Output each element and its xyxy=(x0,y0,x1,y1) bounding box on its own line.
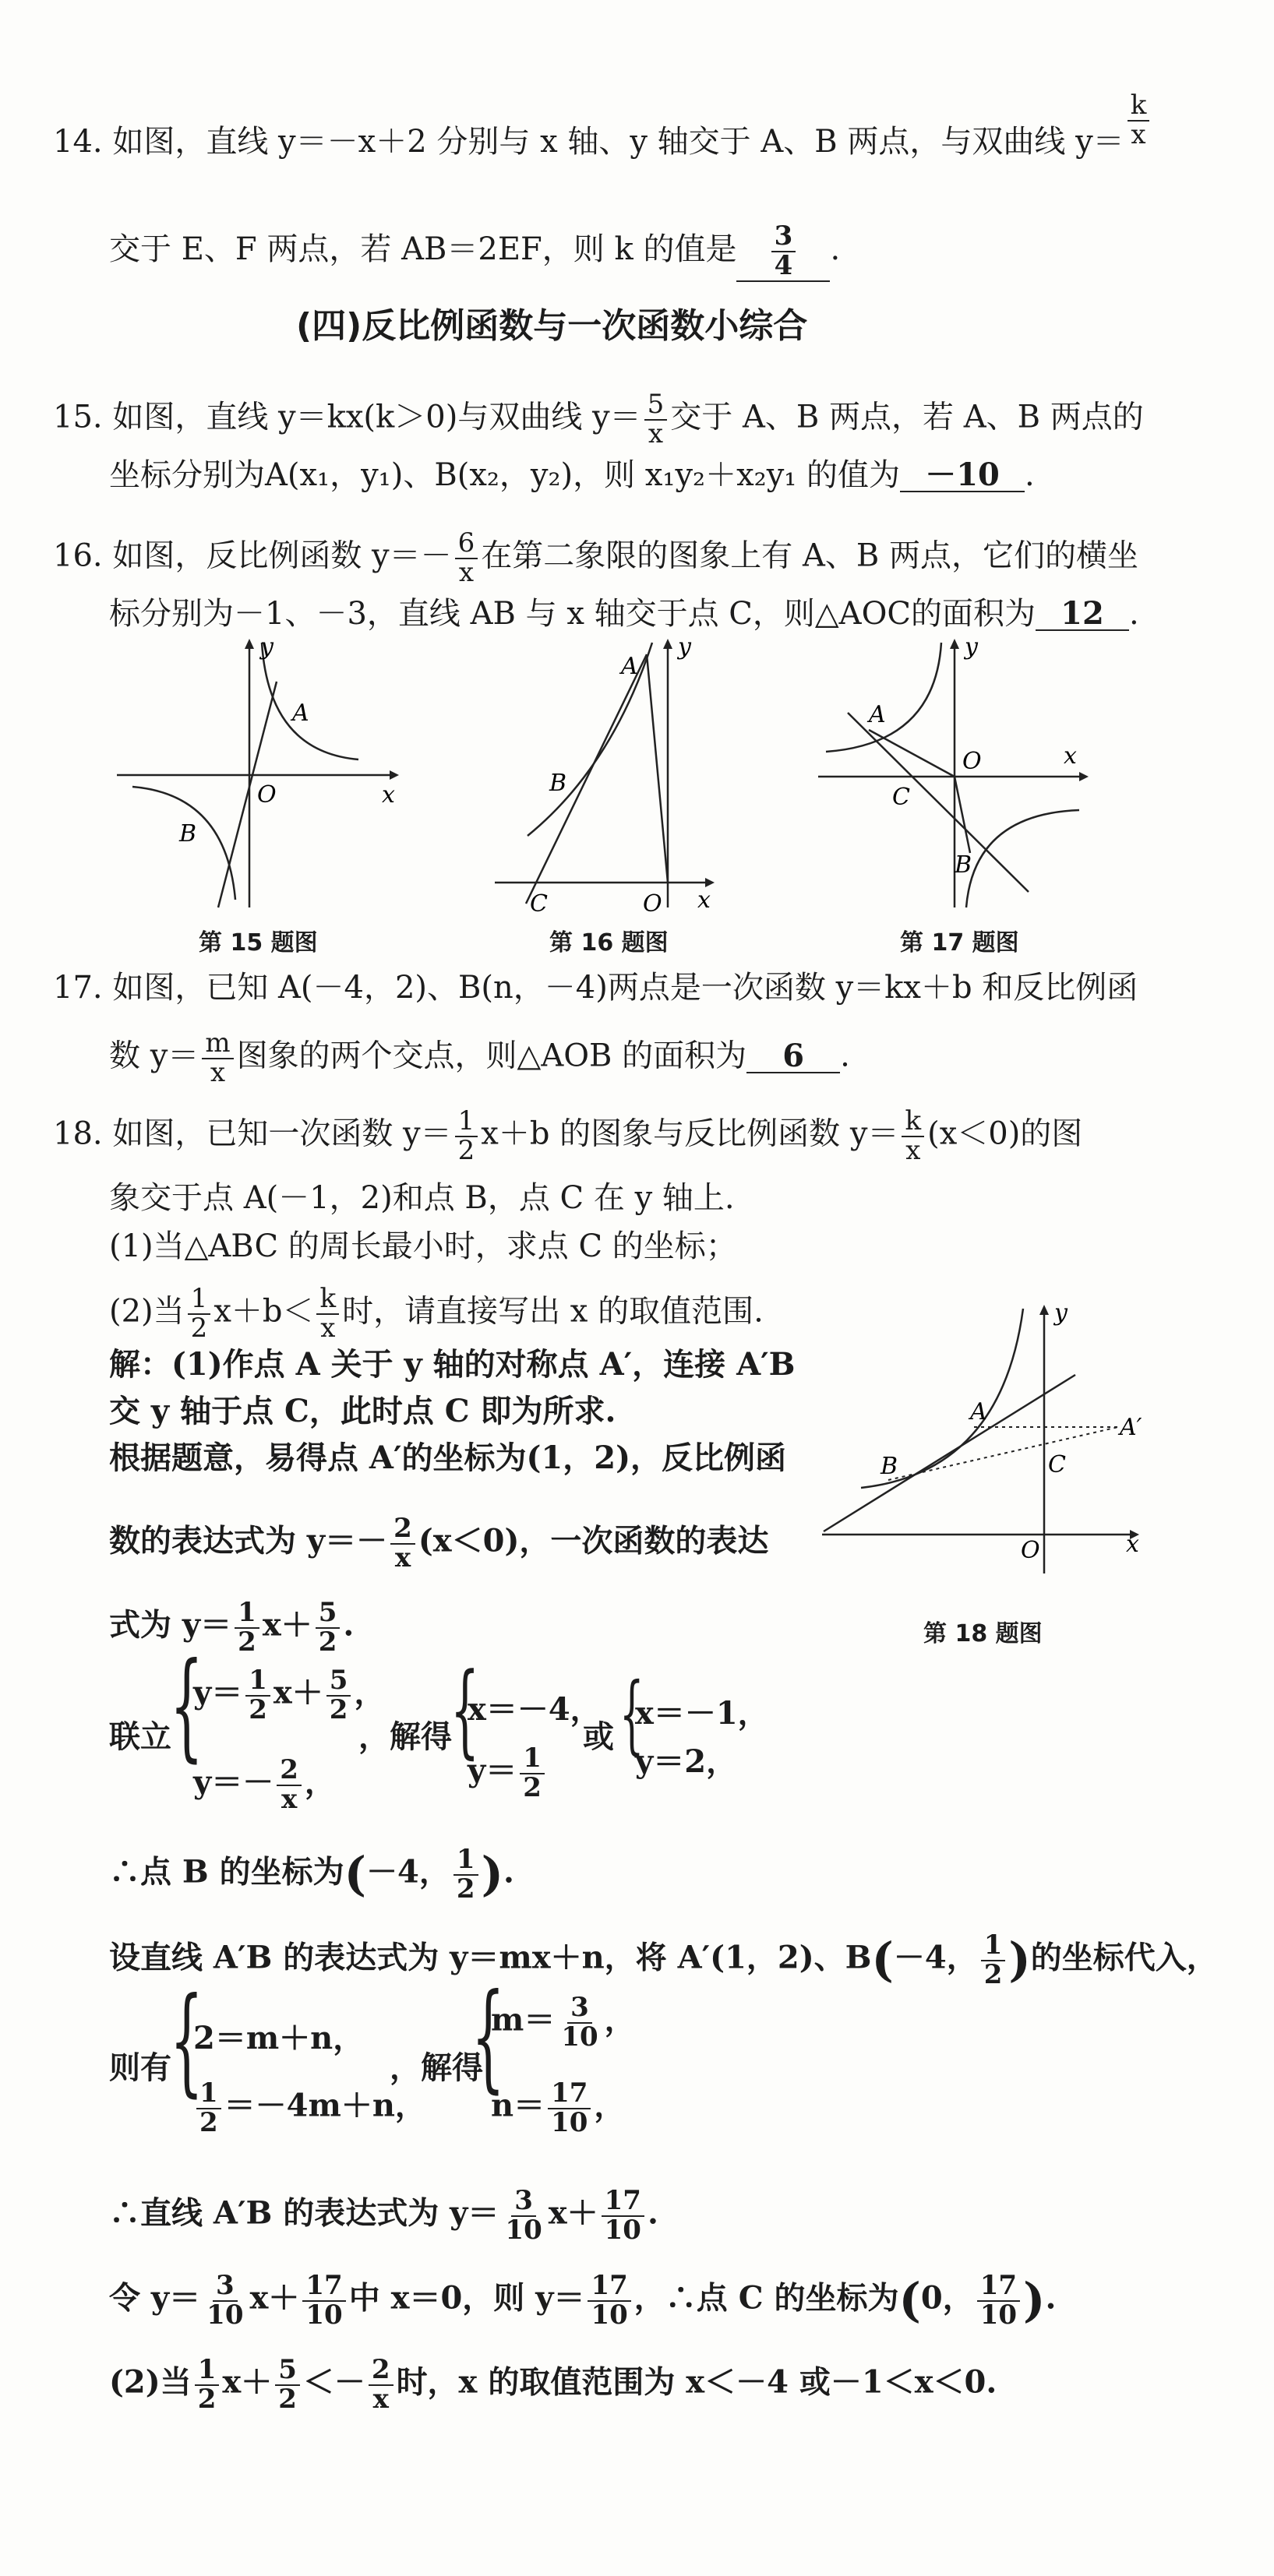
fig17-line-AO xyxy=(869,730,955,777)
fig17-y-label: y xyxy=(965,635,978,661)
fig18-Aprime-label: A′ xyxy=(1120,1414,1142,1441)
fig16-x-label: x xyxy=(697,886,711,914)
sol-part2: (2)当 $\frac{1}{2}$ x＋ $\frac{5}{2}$ ＜－ $\frac{2}{x}$ 时，x 的取值范围为 x＜－4 或－1＜x＜0. xyxy=(109,2354,997,2415)
q15-line2: 坐标分别为A(x₁，y₁)、B(x₂，y₂)，则 x₁y₂＋x₂y₁ 的值为 －10 . xyxy=(109,456,1035,493)
sol-brace5: { xyxy=(471,1969,505,2105)
fig18-x-label: x xyxy=(1126,1531,1139,1558)
sol-sol2a: x＝－1， xyxy=(635,1695,769,1732)
sol-sol1b: y＝ $\frac{1}{2}$ xyxy=(468,1745,548,1802)
sol-huo: 或 xyxy=(583,1718,614,1755)
fig17-B-label: B xyxy=(955,851,972,879)
q14-line2: 交于 E、F 两点，若 AB＝2EF，则 k 的值是 $\frac{3}{4}$ . xyxy=(109,220,841,281)
sol-line-expr: ∴直线 A′B 的表达式为 y＝ $\frac{3}{10}$ x＋ $\frac{17}{10}$ . xyxy=(109,2185,658,2246)
fig17-O-label: O xyxy=(962,748,982,775)
sol-eq1: y＝ $\frac{1}{2}$ x＋ $\frac{5}{2}$ ， xyxy=(193,1665,386,1725)
sol-ling: 令 y＝ $\frac{3}{10}$ x＋ $\frac{17}{10}$ 中 x＝0，则 y＝ $\frac{17}{10}$ ，∴点 C 的坐标为(0， $\frac{17}{10}$ ). xyxy=(109,2270,1057,2331)
fig15-curve-q1 xyxy=(262,643,358,759)
q17-answer: 6 xyxy=(746,1041,840,1073)
figure-18 xyxy=(814,1301,1149,1581)
sol-s2: 交 y 轴于点 C，此时点 C 即为所求. xyxy=(109,1393,616,1429)
q15-answer: －10 xyxy=(900,460,1025,492)
sol-brace4: { xyxy=(170,1973,203,2109)
fig18-y-label: y xyxy=(1054,1301,1068,1327)
q16-line2: 标分别为－1、－3，直线 AB 与 x 轴交于点 C，则△AOC的面积为 12 . xyxy=(109,595,1139,632)
fig15-B-label: B xyxy=(179,820,197,848)
fig18-C-label: C xyxy=(1048,1451,1066,1478)
figure-17 xyxy=(810,635,1106,915)
fig18-caption: 第 18 题图 xyxy=(923,1620,1043,1647)
sol-e2: $\frac{1}{2}$ ＝－4m＋n， xyxy=(193,2080,426,2137)
fig15-A-label: A xyxy=(292,700,309,727)
sol-s3: 根据题意，易得点 A′的坐标为(1，2)，反比例函 xyxy=(109,1440,787,1476)
fig17-curve-q2 xyxy=(826,643,941,752)
figure-15 xyxy=(109,635,405,915)
sol-brace2: { xyxy=(450,1651,480,1769)
q18-part2: (2)当 $\frac{1}{2}$ x＋b＜ $\frac{k}{x}$ 时，请直接写出 x 的取值范围. xyxy=(109,1283,764,1344)
sol-s5: 式为 y＝ $\frac{1}{2}$ x＋ $\frac{5}{2}$ . xyxy=(109,1597,355,1658)
q16-answer: 12 xyxy=(1036,598,1129,631)
q18-part1: (1)当△ABC 的周长最小时，求点 C 的坐标； xyxy=(109,1228,737,1264)
fig16-B-label: B xyxy=(549,770,567,797)
fig16-O-label: O xyxy=(643,890,662,915)
fig17-line-OB xyxy=(955,777,970,853)
sol-n: n＝ $\frac{17}{10}$ ， xyxy=(491,2077,626,2138)
fig15-y-label: y xyxy=(260,635,274,661)
fig18-line xyxy=(824,1375,1075,1531)
q18-line1: 18. 如图，已知一次函数 y＝ $\frac{1}{2}$ x＋b 的图象与反比例函数 y＝ $\frac{k}{x}$ (x＜0)的图 xyxy=(53,1105,1083,1166)
sol-lianli: 联立 xyxy=(109,1718,171,1755)
fig18-B-label: B xyxy=(881,1453,898,1480)
sol-pointB: ∴点 B 的坐标为(－4， $\frac{1}{2}$ ). xyxy=(109,1844,514,1905)
fig17-x-label: x xyxy=(1064,742,1077,770)
q16-line1: 16. 如图，反比例函数 y＝－ $\frac{6}{x}$ 在第二象限的图象上有 A、B 两点，它们的横坐 xyxy=(53,527,1138,588)
fig16-C-label: C xyxy=(530,890,548,915)
fig16-line-AB xyxy=(526,654,647,904)
fig18-dotted-BA xyxy=(888,1427,1118,1480)
sol-sol1a: x＝－4， xyxy=(468,1691,602,1728)
sol-eq2: y＝－ $\frac{2}{x}$ ， xyxy=(193,1754,336,1815)
q17-line1: 17. 如图，已知 A(－4，2)、B(n，－4)两点是一次函数 y＝kx＋b 和反比例函 xyxy=(53,970,1138,1006)
fig15-O-label: O xyxy=(257,781,277,809)
fig15-caption: 第 15 题图 xyxy=(199,929,318,957)
fig17-A-label: A xyxy=(869,701,886,728)
sol-sol2b: y＝2， xyxy=(635,1743,738,1780)
sol-brace1: { xyxy=(170,1638,203,1774)
section-title: (四)反比例函数与一次函数小综合 xyxy=(296,306,808,346)
sol-s4: 数的表达式为 y＝－ $\frac{2}{x}$ (x＜0)，一次函数的表达 xyxy=(109,1513,769,1573)
sol-set-line: 设直线 A′B 的表达式为 y＝mx＋n，将 A′(1，2)、B(－4， $\frac{1}{2}$ )的坐标代入， xyxy=(109,1929,1218,1990)
fig18-O-label: O xyxy=(1021,1537,1040,1564)
q18-line2: 象交于点 A(－1，2)和点 B，点 C 在 y 轴上. xyxy=(109,1180,735,1216)
fig16-y-label: y xyxy=(678,635,691,661)
fig15-x-label: x xyxy=(382,781,395,809)
fig17-C-label: C xyxy=(892,784,910,811)
sol-brace3: { xyxy=(619,1664,644,1764)
sol-jiede2: ，解得 xyxy=(390,2049,483,2086)
fig16-line-AO xyxy=(647,654,668,883)
sol-jiede: ，解得 xyxy=(358,1718,452,1755)
sol-m: m＝ $\frac{3}{10}$ ， xyxy=(491,1992,636,2053)
fig16-A-label: A xyxy=(621,653,638,680)
fig16-caption: 第 16 题图 xyxy=(549,929,669,957)
sol-s1: 解：(1)作点 A 关于 y 轴的对称点 A′，连接 A′B xyxy=(109,1346,796,1383)
q15-line1: 15. 如图，直线 y＝kx(k＞0)与双曲线 y＝ $\frac{5}{x}$ 交于 A、B 两点，若 A、B 两点的 xyxy=(53,389,1144,449)
figure-16 xyxy=(487,635,721,915)
fig17-caption: 第 17 题图 xyxy=(900,929,1019,957)
q17-line2: 数 y＝ $\frac{m}{x}$ 图象的两个交点，则△AOB 的面积为 6 . xyxy=(109,1027,850,1088)
sol-zeyou: 则有 xyxy=(109,2049,171,2086)
q14-line1: 14. 如图，直线 y＝－x＋2 分别与 x 轴、y 轴交于 A、B 两点，与双曲线 y＝ $\frac{k}{x}$ xyxy=(53,126,1152,157)
sol-e1: 2＝m＋n， xyxy=(193,2020,365,2056)
fig17-line xyxy=(848,713,1029,892)
fig18-A-label: A xyxy=(970,1398,987,1425)
fig17-curve-q4 xyxy=(966,810,1079,907)
